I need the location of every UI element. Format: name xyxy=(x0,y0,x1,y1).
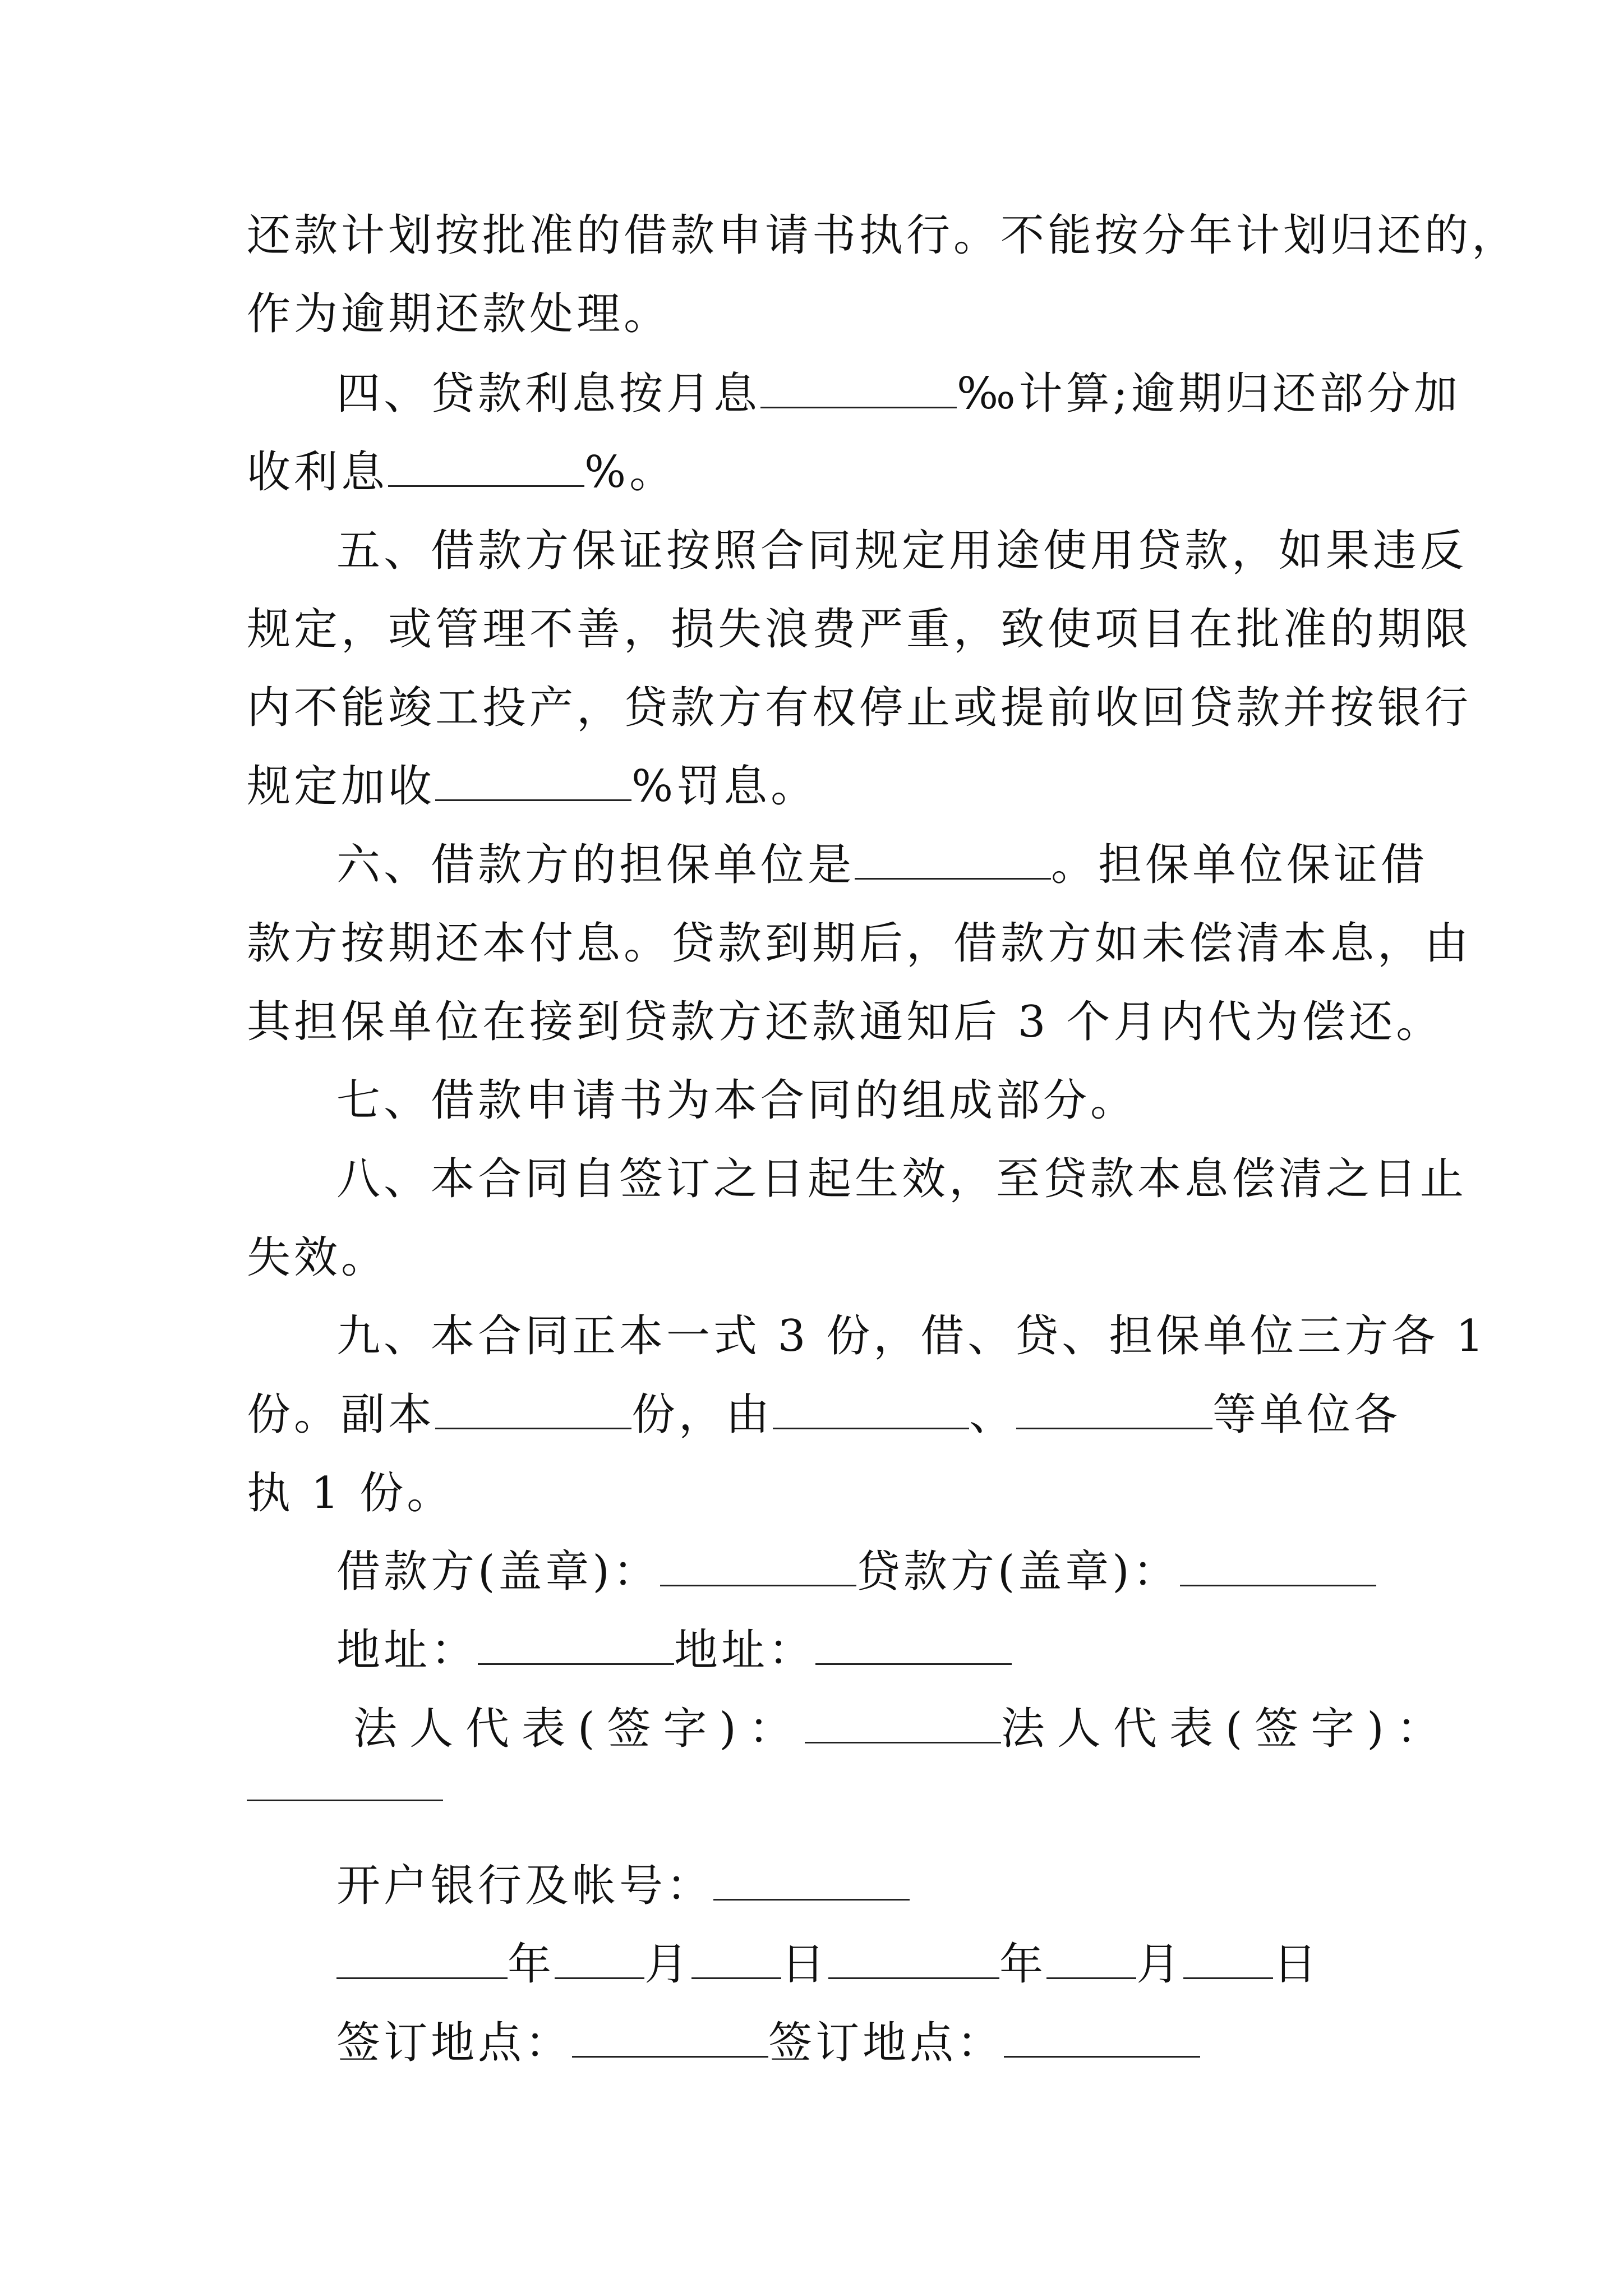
year-blank xyxy=(828,1940,999,1979)
legal-rep-line: 法人代表(签字)： 法人代表(签字)： xyxy=(353,1704,1453,1754)
clause-7: 七、借款申请书为本合同的组成部分。 xyxy=(336,1075,1138,1126)
year-blank xyxy=(336,1940,508,1979)
text-line: 执 1 份。 xyxy=(247,1468,454,1519)
blank-line xyxy=(388,448,584,487)
borrower-rep-blank xyxy=(805,1705,1001,1743)
address-line: 地址： 地址： xyxy=(336,1622,1012,1678)
lender-seal-blank xyxy=(1180,1548,1376,1586)
day-blank xyxy=(1183,1940,1273,1979)
sign-place-blank xyxy=(1004,2019,1200,2058)
clause-5: 五、借款方保证按照合同规定用途使用贷款，如果违反 xyxy=(336,526,1468,576)
text-line: 还款计划按批准的借款申请书执行。不能按分年计划归还的， xyxy=(247,210,1519,261)
text-line: 收利息 %。 xyxy=(247,447,677,498)
clause-4: 四、贷款利息按月息 ‰计算;逾期归还部分加 xyxy=(336,369,1461,419)
blank-line xyxy=(855,841,1051,880)
date-line: 年 月 日 年 月 日 xyxy=(336,1936,1320,1993)
blank-line xyxy=(435,762,631,801)
blank-line xyxy=(773,1391,969,1429)
signature-party-line: 借款方(盖章)： 贷款方(盖章)： xyxy=(336,1544,1376,1600)
text-line: 内不能竣工投产，贷款方有权停止或提前收回贷款并按银行 xyxy=(247,683,1472,733)
text-line: 规定加收 %罚息。 xyxy=(247,761,818,812)
bank-blank xyxy=(713,1862,910,1901)
text-line: 规定，或管理不善，损失浪费严重，致使项目在批准的期限 xyxy=(247,604,1472,655)
borrower-address-blank xyxy=(478,1626,674,1665)
sign-place-line: 签订地点： 签订地点： xyxy=(336,2015,1200,2071)
text-line: 其担保单位在接到贷款方还款通知后 3 个月内代为偿还。 xyxy=(247,997,1444,1047)
text-line: 款方按期还本付息。贷款到期后，借款方如未偿清本息，由 xyxy=(247,918,1472,969)
blank-line xyxy=(435,1391,631,1429)
clause-9: 九、本合同正本一式 3 份，借、贷、担保单位三方各 1 xyxy=(336,1311,1487,1361)
clause-8: 八、本合同自签订之日起生效，至贷款本息偿清之日止 xyxy=(336,1154,1468,1204)
blank-line xyxy=(1016,1391,1212,1429)
clause-6: 六、借款方的担保单位是 。担保单位保证借 xyxy=(336,840,1428,890)
lender-address-blank xyxy=(815,1626,1012,1665)
day-blank xyxy=(691,1940,781,1979)
legal-rep-blank-wrapped xyxy=(247,1800,443,1801)
borrower-seal-blank xyxy=(660,1548,856,1586)
text-line: 作为逾期还款处理。 xyxy=(247,289,671,339)
month-blank xyxy=(1046,1940,1136,1979)
month-blank xyxy=(555,1940,644,1979)
sign-place-blank xyxy=(572,2019,768,2058)
blank-line xyxy=(760,370,957,408)
text-line: 失效。 xyxy=(247,1232,389,1283)
bank-line: 开户银行及帐号： xyxy=(336,1858,910,1914)
text-line: 份。副本 份，由 、 等单位各 xyxy=(247,1389,1401,1440)
